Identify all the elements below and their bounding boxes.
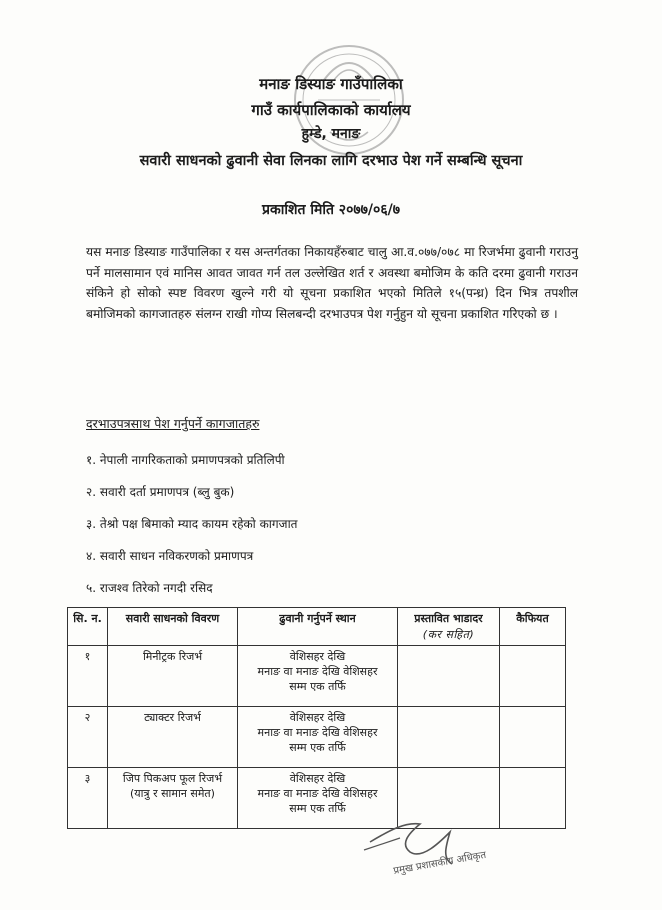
route-line: सम्म एक तर्फि xyxy=(289,802,346,815)
cell-rate xyxy=(398,646,500,707)
cell-sn: ३ xyxy=(68,768,108,829)
cell-rate xyxy=(398,707,500,768)
route-line: वेशिसहर देखि xyxy=(289,711,346,724)
cell-route xyxy=(238,707,398,768)
col-header-sn: सि. न. xyxy=(68,608,108,646)
route-line: मनाङ वा मनाङ देखि वेशिसहर xyxy=(257,726,378,739)
rate-header-note: (कर सहित) xyxy=(422,628,475,641)
vehicle-note: (यात्रु र सामान समेत) xyxy=(130,787,215,800)
route-line: मनाङ वा मनाङ देखि वेशिसहर xyxy=(257,665,378,678)
cell-route xyxy=(238,646,398,707)
documents-heading: दरभाउपत्रसाथ पेश गर्नुपर्ने कागजातहरु xyxy=(86,416,260,431)
cell-vehicle: ट्याक्टर रिजर्भ xyxy=(108,707,238,768)
notice-title: सवारी साधनको ढुवानी सेवा लिनका लागि दरभाउ पेश गर्ने सम्बन्धि सूचना xyxy=(139,153,523,169)
route-line: सम्म एक तर्फि xyxy=(289,680,346,693)
vehicle-label: जिप पिकअप फूल रिजर्भ xyxy=(122,772,223,785)
document-item: ४. सवारी साधन नविकरणको प्रमाणपत्र xyxy=(86,549,254,563)
col-header-vehicle: सवारी साधनको विवरण xyxy=(108,608,238,646)
office-location: हुम्डे, मनाङ xyxy=(301,126,361,142)
notice-body: यस मनाङ डिस्याङ गाउँपालिका र यस अन्तर्गतका निकायहँरुबाट चालु आ.व.०७७/०७८ मा रिजर्भमा ढुवानी गराउनु पर्ने मालसामान एवं मानिस आवत जावत गर्न तल उल्लेखित शर्त र अवस्था बमोजिम के कति दरमा ढुवानी गराउन संकिने हो सोको स्पष्ट विवरण खुल्ने गरी यो सूचना प्रकाशित भएको मितिले १५(पन्ध्र) दिन भित्र तपशील बमोजिमको कागजातहरु संलग्न राखी गोप्य सिलबन्दी दरभाउपत्र पेश गर्नुहुन यो सूचना प्रकाशित गरिएको छ । xyxy=(86,245,578,321)
municipality-name: मनाङ डिस्याङ गाउँपालिका xyxy=(259,75,403,93)
signature xyxy=(360,812,510,878)
col-header-rate xyxy=(398,608,500,646)
cell-remarks xyxy=(500,707,566,768)
table-row xyxy=(68,707,566,768)
col-header-remarks: कैफियत xyxy=(500,608,566,646)
route-line: वेशिसहर देखि xyxy=(289,772,346,785)
office-name: गाउँ कार्यपालिकाको कार्यालय xyxy=(251,101,411,119)
route-line: वेशिसहर देखि xyxy=(289,650,346,663)
rate-header-label: प्रस्तावित भाडादर xyxy=(414,612,483,625)
route-line: मनाङ वा मनाङ देखि वेशिसहर xyxy=(257,787,378,800)
rates-table xyxy=(67,607,566,829)
cell-remarks xyxy=(500,646,566,707)
publication-date: प्रकाशित मिति २०७७/०६/७ xyxy=(261,202,400,218)
document-item: ३. तेश्रो पक्ष बिमाको म्याद कायम रहेको कागजात xyxy=(86,517,298,531)
table-row xyxy=(68,646,566,707)
cell-sn: १ xyxy=(68,646,108,707)
document-item: ५. राजश्व तिरेको नगदी रसिद xyxy=(86,581,213,595)
table-header-row xyxy=(68,608,566,646)
svg-text:प्रमुख प्रशासकीय अधिकृत: प्रमुख प्रशासकीय अधिकृत xyxy=(392,849,487,877)
cell-vehicle xyxy=(108,768,238,829)
col-header-route: ढुवानी गर्नुपर्ने स्थान xyxy=(238,608,398,646)
document-item: १. नेपाली नागरिकताको प्रमाणपत्रको प्रतिलिपी xyxy=(86,453,285,467)
route-line: सम्म एक तर्फि xyxy=(289,741,346,754)
document-item: २. सवारी दर्ता प्रमाणपत्र (ब्लु बुक) xyxy=(86,485,235,499)
cell-sn: २ xyxy=(68,707,108,768)
cell-vehicle: मिनीट्रक रिजर्भ xyxy=(108,646,238,707)
